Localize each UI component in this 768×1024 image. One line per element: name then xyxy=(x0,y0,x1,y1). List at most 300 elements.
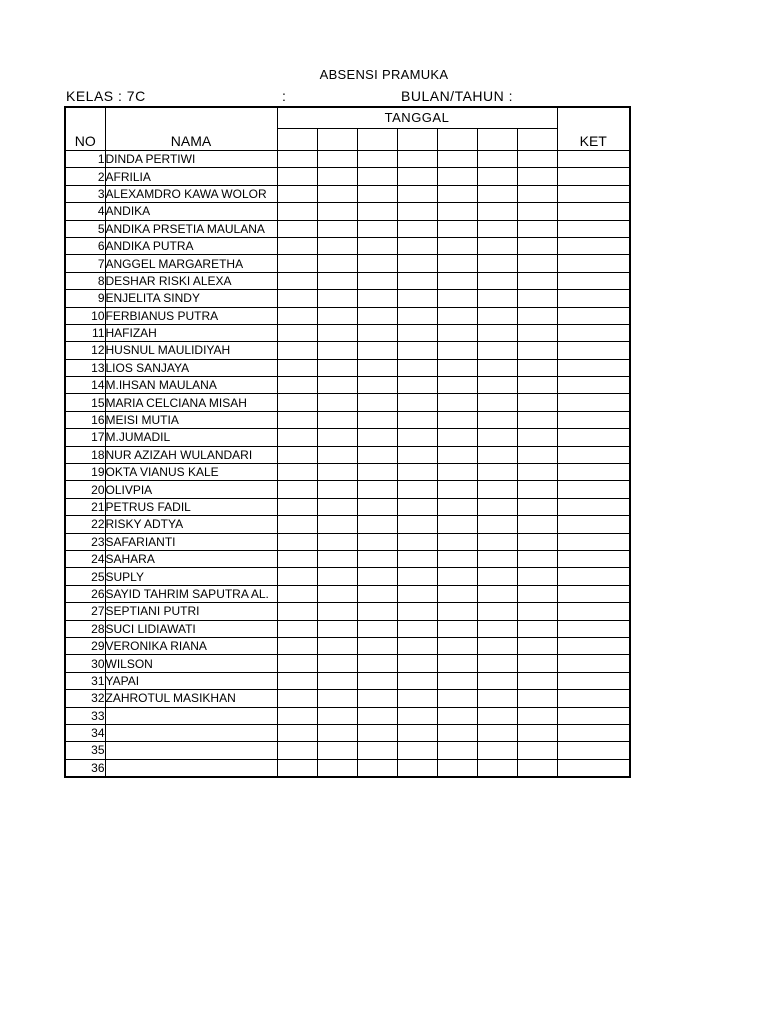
attendance-cell[interactable] xyxy=(317,568,357,585)
attendance-cell[interactable] xyxy=(517,203,557,220)
attendance-cell[interactable] xyxy=(477,203,517,220)
attendance-cell[interactable] xyxy=(317,272,357,289)
attendance-cell[interactable] xyxy=(277,307,317,324)
attendance-cell[interactable] xyxy=(357,151,397,168)
attendance-cell[interactable] xyxy=(397,585,437,602)
attendance-cell[interactable] xyxy=(397,533,437,550)
attendance-cell[interactable] xyxy=(357,255,397,272)
ket-cell[interactable] xyxy=(557,707,630,724)
attendance-cell[interactable] xyxy=(397,568,437,585)
attendance-cell[interactable] xyxy=(477,690,517,707)
attendance-cell[interactable] xyxy=(397,637,437,654)
attendance-cell[interactable] xyxy=(357,707,397,724)
attendance-cell[interactable] xyxy=(317,429,357,446)
ket-cell[interactable] xyxy=(557,255,630,272)
attendance-cell[interactable] xyxy=(477,655,517,672)
attendance-cell[interactable] xyxy=(357,446,397,463)
ket-cell[interactable] xyxy=(557,568,630,585)
date-column-cell[interactable] xyxy=(517,129,557,151)
attendance-cell[interactable] xyxy=(317,481,357,498)
attendance-cell[interactable] xyxy=(277,533,317,550)
attendance-cell[interactable] xyxy=(277,342,317,359)
attendance-cell[interactable] xyxy=(277,324,317,341)
attendance-cell[interactable] xyxy=(277,655,317,672)
attendance-cell[interactable] xyxy=(277,255,317,272)
attendance-cell[interactable] xyxy=(517,324,557,341)
attendance-cell[interactable] xyxy=(357,394,397,411)
attendance-cell[interactable] xyxy=(517,220,557,237)
attendance-cell[interactable] xyxy=(437,446,477,463)
attendance-cell[interactable] xyxy=(277,359,317,376)
attendance-cell[interactable] xyxy=(437,620,477,637)
attendance-cell[interactable] xyxy=(317,446,357,463)
attendance-cell[interactable] xyxy=(397,377,437,394)
ket-cell[interactable] xyxy=(557,464,630,481)
attendance-cell[interactable] xyxy=(277,637,317,654)
attendance-cell[interactable] xyxy=(357,603,397,620)
attendance-cell[interactable] xyxy=(517,481,557,498)
attendance-cell[interactable] xyxy=(477,220,517,237)
attendance-cell[interactable] xyxy=(317,516,357,533)
ket-cell[interactable] xyxy=(557,324,630,341)
attendance-cell[interactable] xyxy=(437,151,477,168)
attendance-cell[interactable] xyxy=(397,498,437,515)
attendance-cell[interactable] xyxy=(277,203,317,220)
attendance-cell[interactable] xyxy=(357,359,397,376)
row-number: 17 xyxy=(65,429,105,446)
attendance-cell[interactable] xyxy=(277,168,317,185)
attendance-cell[interactable] xyxy=(397,550,437,567)
attendance-cell[interactable] xyxy=(517,498,557,515)
ket-cell[interactable] xyxy=(557,394,630,411)
attendance-cell[interactable] xyxy=(477,324,517,341)
attendance-cell[interactable] xyxy=(357,672,397,689)
attendance-cell[interactable] xyxy=(277,672,317,689)
ket-cell[interactable] xyxy=(557,237,630,254)
attendance-cell[interactable] xyxy=(517,290,557,307)
attendance-cell[interactable] xyxy=(357,655,397,672)
attendance-cell[interactable] xyxy=(477,168,517,185)
attendance-cell[interactable] xyxy=(437,290,477,307)
attendance-cell[interactable] xyxy=(277,742,317,759)
attendance-cell[interactable] xyxy=(397,324,437,341)
attendance-cell[interactable] xyxy=(277,394,317,411)
attendance-cell[interactable] xyxy=(277,481,317,498)
ket-cell[interactable] xyxy=(557,220,630,237)
attendance-cell[interactable] xyxy=(477,185,517,202)
attendance-cell[interactable] xyxy=(357,550,397,567)
attendance-cell[interactable] xyxy=(277,568,317,585)
attendance-cell[interactable] xyxy=(317,290,357,307)
attendance-cell[interactable] xyxy=(437,394,477,411)
attendance-cell[interactable] xyxy=(477,429,517,446)
attendance-cell[interactable] xyxy=(317,603,357,620)
attendance-cell[interactable] xyxy=(477,742,517,759)
attendance-cell[interactable] xyxy=(517,742,557,759)
table-row xyxy=(65,742,630,759)
attendance-cell[interactable] xyxy=(517,707,557,724)
attendance-cell[interactable] xyxy=(477,550,517,567)
attendance-cell[interactable] xyxy=(517,585,557,602)
attendance-cell[interactable] xyxy=(437,707,477,724)
attendance-cell[interactable] xyxy=(357,168,397,185)
attendance-cell[interactable] xyxy=(437,168,477,185)
attendance-cell[interactable] xyxy=(517,272,557,289)
attendance-cell[interactable] xyxy=(477,481,517,498)
attendance-cell[interactable] xyxy=(517,394,557,411)
attendance-cell[interactable] xyxy=(317,394,357,411)
attendance-cell[interactable] xyxy=(277,516,317,533)
attendance-cell[interactable] xyxy=(517,237,557,254)
attendance-cell[interactable] xyxy=(397,724,437,741)
ket-cell[interactable] xyxy=(557,672,630,689)
attendance-cell[interactable] xyxy=(357,429,397,446)
attendance-cell[interactable] xyxy=(277,290,317,307)
attendance-cell[interactable] xyxy=(477,446,517,463)
attendance-cell[interactable] xyxy=(357,585,397,602)
attendance-cell[interactable] xyxy=(517,655,557,672)
attendance-cell[interactable] xyxy=(477,707,517,724)
attendance-cell[interactable] xyxy=(357,568,397,585)
attendance-cell[interactable] xyxy=(277,464,317,481)
attendance-cell[interactable] xyxy=(517,446,557,463)
attendance-cell[interactable] xyxy=(317,690,357,707)
attendance-cell[interactable] xyxy=(437,411,477,428)
attendance-cell[interactable] xyxy=(357,377,397,394)
attendance-cell[interactable] xyxy=(397,290,437,307)
attendance-cell[interactable] xyxy=(437,203,477,220)
ket-cell[interactable] xyxy=(557,603,630,620)
attendance-cell[interactable] xyxy=(397,220,437,237)
row-number: 13 xyxy=(65,359,105,376)
attendance-cell[interactable] xyxy=(437,220,477,237)
attendance-cell[interactable] xyxy=(317,151,357,168)
attendance-cell[interactable] xyxy=(357,742,397,759)
ket-cell[interactable] xyxy=(557,342,630,359)
attendance-cell[interactable] xyxy=(277,550,317,567)
attendance-cell[interactable] xyxy=(357,637,397,654)
attendance-cell[interactable] xyxy=(397,464,437,481)
attendance-cell[interactable] xyxy=(357,464,397,481)
ket-cell[interactable] xyxy=(557,498,630,515)
attendance-cell[interactable] xyxy=(397,272,437,289)
attendance-cell[interactable] xyxy=(277,707,317,724)
attendance-cell[interactable] xyxy=(477,307,517,324)
attendance-cell[interactable] xyxy=(317,220,357,237)
ket-cell[interactable] xyxy=(557,759,630,777)
attendance-cell[interactable] xyxy=(477,516,517,533)
date-column-cell[interactable] xyxy=(357,129,397,151)
ket-cell[interactable] xyxy=(557,185,630,202)
attendance-cell[interactable] xyxy=(397,394,437,411)
ket-cell[interactable] xyxy=(557,411,630,428)
ket-cell[interactable] xyxy=(557,168,630,185)
attendance-cell[interactable] xyxy=(477,533,517,550)
attendance-cell[interactable] xyxy=(317,255,357,272)
attendance-cell[interactable] xyxy=(317,359,357,376)
attendance-cell[interactable] xyxy=(357,533,397,550)
attendance-cell[interactable] xyxy=(277,446,317,463)
attendance-cell[interactable] xyxy=(277,585,317,602)
attendance-cell[interactable] xyxy=(477,237,517,254)
attendance-cell[interactable] xyxy=(517,411,557,428)
attendance-cell[interactable] xyxy=(317,342,357,359)
attendance-cell[interactable] xyxy=(437,533,477,550)
attendance-cell[interactable] xyxy=(397,342,437,359)
attendance-cell[interactable] xyxy=(317,324,357,341)
attendance-cell[interactable] xyxy=(317,203,357,220)
attendance-cell[interactable] xyxy=(477,637,517,654)
attendance-cell[interactable] xyxy=(517,359,557,376)
attendance-cell[interactable] xyxy=(277,377,317,394)
attendance-cell[interactable] xyxy=(437,307,477,324)
attendance-cell[interactable] xyxy=(477,498,517,515)
date-column-cell[interactable] xyxy=(277,129,317,151)
attendance-cell[interactable] xyxy=(517,307,557,324)
row-number: 10 xyxy=(65,307,105,324)
attendance-cell[interactable] xyxy=(437,690,477,707)
attendance-cell[interactable] xyxy=(317,637,357,654)
attendance-cell[interactable] xyxy=(317,655,357,672)
attendance-cell[interactable] xyxy=(397,203,437,220)
attendance-cell[interactable] xyxy=(397,516,437,533)
attendance-cell[interactable] xyxy=(437,429,477,446)
attendance-cell[interactable] xyxy=(477,568,517,585)
attendance-cell[interactable] xyxy=(477,272,517,289)
ket-cell[interactable] xyxy=(557,290,630,307)
attendance-cell[interactable] xyxy=(357,185,397,202)
attendance-cell[interactable] xyxy=(517,724,557,741)
ket-cell[interactable] xyxy=(557,585,630,602)
attendance-cell[interactable] xyxy=(357,272,397,289)
attendance-cell[interactable] xyxy=(437,272,477,289)
attendance-cell[interactable] xyxy=(397,411,437,428)
attendance-cell[interactable] xyxy=(317,724,357,741)
attendance-cell[interactable] xyxy=(317,707,357,724)
attendance-cell[interactable] xyxy=(357,516,397,533)
attendance-cell[interactable] xyxy=(397,759,437,777)
attendance-cell[interactable] xyxy=(437,498,477,515)
attendance-cell[interactable] xyxy=(517,533,557,550)
ket-cell[interactable] xyxy=(557,724,630,741)
attendance-cell[interactable] xyxy=(357,220,397,237)
attendance-cell[interactable] xyxy=(397,690,437,707)
attendance-cell[interactable] xyxy=(317,168,357,185)
attendance-cell[interactable] xyxy=(477,342,517,359)
attendance-cell[interactable] xyxy=(317,307,357,324)
ket-cell[interactable] xyxy=(557,151,630,168)
attendance-cell[interactable] xyxy=(397,151,437,168)
attendance-cell[interactable] xyxy=(317,237,357,254)
ket-cell[interactable] xyxy=(557,446,630,463)
attendance-cell[interactable] xyxy=(517,255,557,272)
attendance-cell[interactable] xyxy=(357,307,397,324)
attendance-cell[interactable] xyxy=(317,464,357,481)
attendance-cell[interactable] xyxy=(397,620,437,637)
attendance-cell[interactable] xyxy=(357,342,397,359)
attendance-cell[interactable] xyxy=(317,672,357,689)
attendance-cell[interactable] xyxy=(277,603,317,620)
attendance-cell[interactable] xyxy=(317,533,357,550)
attendance-cell[interactable] xyxy=(437,637,477,654)
attendance-cell[interactable] xyxy=(317,185,357,202)
attendance-cell[interactable] xyxy=(477,759,517,777)
attendance-cell[interactable] xyxy=(477,603,517,620)
ket-cell[interactable] xyxy=(557,272,630,289)
ket-cell[interactable] xyxy=(557,637,630,654)
ket-cell[interactable] xyxy=(557,429,630,446)
attendance-cell[interactable] xyxy=(437,724,477,741)
ket-cell[interactable] xyxy=(557,742,630,759)
ket-cell[interactable] xyxy=(557,655,630,672)
attendance-cell[interactable] xyxy=(357,324,397,341)
attendance-cell[interactable] xyxy=(397,237,437,254)
date-column-cell[interactable] xyxy=(317,129,357,151)
ket-cell[interactable] xyxy=(557,481,630,498)
ket-cell[interactable] xyxy=(557,377,630,394)
attendance-cell[interactable] xyxy=(437,759,477,777)
attendance-cell[interactable] xyxy=(357,620,397,637)
attendance-cell[interactable] xyxy=(397,255,437,272)
attendance-cell[interactable] xyxy=(437,603,477,620)
attendance-cell[interactable] xyxy=(277,411,317,428)
attendance-cell[interactable] xyxy=(477,411,517,428)
attendance-cell[interactable] xyxy=(437,237,477,254)
attendance-cell[interactable] xyxy=(317,498,357,515)
attendance-cell[interactable] xyxy=(357,481,397,498)
attendance-cell[interactable] xyxy=(357,759,397,777)
attendance-cell[interactable] xyxy=(317,759,357,777)
attendance-cell[interactable] xyxy=(477,672,517,689)
attendance-cell[interactable] xyxy=(397,307,437,324)
attendance-cell[interactable] xyxy=(437,742,477,759)
attendance-cell[interactable] xyxy=(437,585,477,602)
attendance-cell[interactable] xyxy=(277,724,317,741)
ket-cell[interactable] xyxy=(557,307,630,324)
attendance-cell[interactable] xyxy=(397,707,437,724)
attendance-cell[interactable] xyxy=(357,411,397,428)
attendance-cell[interactable] xyxy=(517,377,557,394)
attendance-cell[interactable] xyxy=(517,516,557,533)
ket-cell[interactable] xyxy=(557,533,630,550)
attendance-cell[interactable] xyxy=(277,429,317,446)
attendance-cell[interactable] xyxy=(357,724,397,741)
attendance-cell[interactable] xyxy=(277,185,317,202)
attendance-cell[interactable] xyxy=(437,464,477,481)
attendance-cell[interactable] xyxy=(437,185,477,202)
attendance-cell[interactable] xyxy=(437,359,477,376)
attendance-cell[interactable] xyxy=(517,620,557,637)
attendance-cell[interactable] xyxy=(397,742,437,759)
attendance-cell[interactable] xyxy=(517,429,557,446)
attendance-cell[interactable] xyxy=(517,568,557,585)
date-column-cell[interactable] xyxy=(397,129,437,151)
attendance-cell[interactable] xyxy=(317,620,357,637)
attendance-cell[interactable] xyxy=(437,255,477,272)
attendance-cell[interactable] xyxy=(397,481,437,498)
attendance-cell[interactable] xyxy=(437,377,477,394)
attendance-cell[interactable] xyxy=(477,359,517,376)
attendance-cell[interactable] xyxy=(477,377,517,394)
date-column-cell[interactable] xyxy=(437,129,477,151)
attendance-cell[interactable] xyxy=(477,585,517,602)
attendance-cell[interactable] xyxy=(517,637,557,654)
attendance-cell[interactable] xyxy=(277,272,317,289)
ket-cell[interactable] xyxy=(557,359,630,376)
attendance-cell[interactable] xyxy=(477,255,517,272)
attendance-cell[interactable] xyxy=(517,672,557,689)
ket-cell[interactable] xyxy=(557,690,630,707)
attendance-cell[interactable] xyxy=(477,290,517,307)
attendance-cell[interactable] xyxy=(397,603,437,620)
attendance-cell[interactable] xyxy=(477,464,517,481)
attendance-cell[interactable] xyxy=(477,151,517,168)
attendance-cell[interactable] xyxy=(317,585,357,602)
attendance-cell[interactable] xyxy=(277,690,317,707)
attendance-cell[interactable] xyxy=(397,655,437,672)
attendance-cell[interactable] xyxy=(277,151,317,168)
attendance-cell[interactable] xyxy=(477,724,517,741)
attendance-cell[interactable] xyxy=(397,446,437,463)
attendance-cell[interactable] xyxy=(437,655,477,672)
attendance-cell[interactable] xyxy=(477,620,517,637)
attendance-cell[interactable] xyxy=(437,516,477,533)
attendance-cell[interactable] xyxy=(317,377,357,394)
attendance-cell[interactable] xyxy=(397,672,437,689)
attendance-cell[interactable] xyxy=(437,324,477,341)
student-name: ALEXAMDRO KAWA WOLOR xyxy=(105,185,277,202)
attendance-cell[interactable] xyxy=(357,237,397,254)
attendance-cell[interactable] xyxy=(397,429,437,446)
attendance-cell[interactable] xyxy=(517,185,557,202)
attendance-cell[interactable] xyxy=(357,203,397,220)
attendance-cell[interactable] xyxy=(517,759,557,777)
attendance-cell[interactable] xyxy=(517,342,557,359)
attendance-cell[interactable] xyxy=(357,690,397,707)
date-column-cell[interactable] xyxy=(477,129,517,151)
attendance-cell[interactable] xyxy=(477,394,517,411)
attendance-cell[interactable] xyxy=(317,742,357,759)
ket-cell[interactable] xyxy=(557,203,630,220)
attendance-cell[interactable] xyxy=(277,620,317,637)
attendance-cell[interactable] xyxy=(517,550,557,567)
ket-cell[interactable] xyxy=(557,516,630,533)
attendance-cell[interactable] xyxy=(517,168,557,185)
attendance-cell[interactable] xyxy=(517,690,557,707)
attendance-cell[interactable] xyxy=(437,550,477,567)
attendance-cell[interactable] xyxy=(317,411,357,428)
attendance-cell[interactable] xyxy=(277,498,317,515)
attendance-cell[interactable] xyxy=(317,550,357,567)
attendance-cell[interactable] xyxy=(437,342,477,359)
attendance-cell[interactable] xyxy=(437,672,477,689)
attendance-cell[interactable] xyxy=(397,185,437,202)
attendance-cell[interactable] xyxy=(517,464,557,481)
attendance-cell[interactable] xyxy=(437,568,477,585)
ket-cell[interactable] xyxy=(557,550,630,567)
ket-cell[interactable] xyxy=(557,620,630,637)
attendance-cell[interactable] xyxy=(397,359,437,376)
attendance-cell[interactable] xyxy=(357,498,397,515)
attendance-cell[interactable] xyxy=(277,759,317,777)
attendance-cell[interactable] xyxy=(397,168,437,185)
attendance-cell[interactable] xyxy=(517,151,557,168)
attendance-cell[interactable] xyxy=(277,220,317,237)
attendance-cell[interactable] xyxy=(357,290,397,307)
attendance-cell[interactable] xyxy=(517,603,557,620)
attendance-cell[interactable] xyxy=(277,237,317,254)
attendance-cell[interactable] xyxy=(437,481,477,498)
